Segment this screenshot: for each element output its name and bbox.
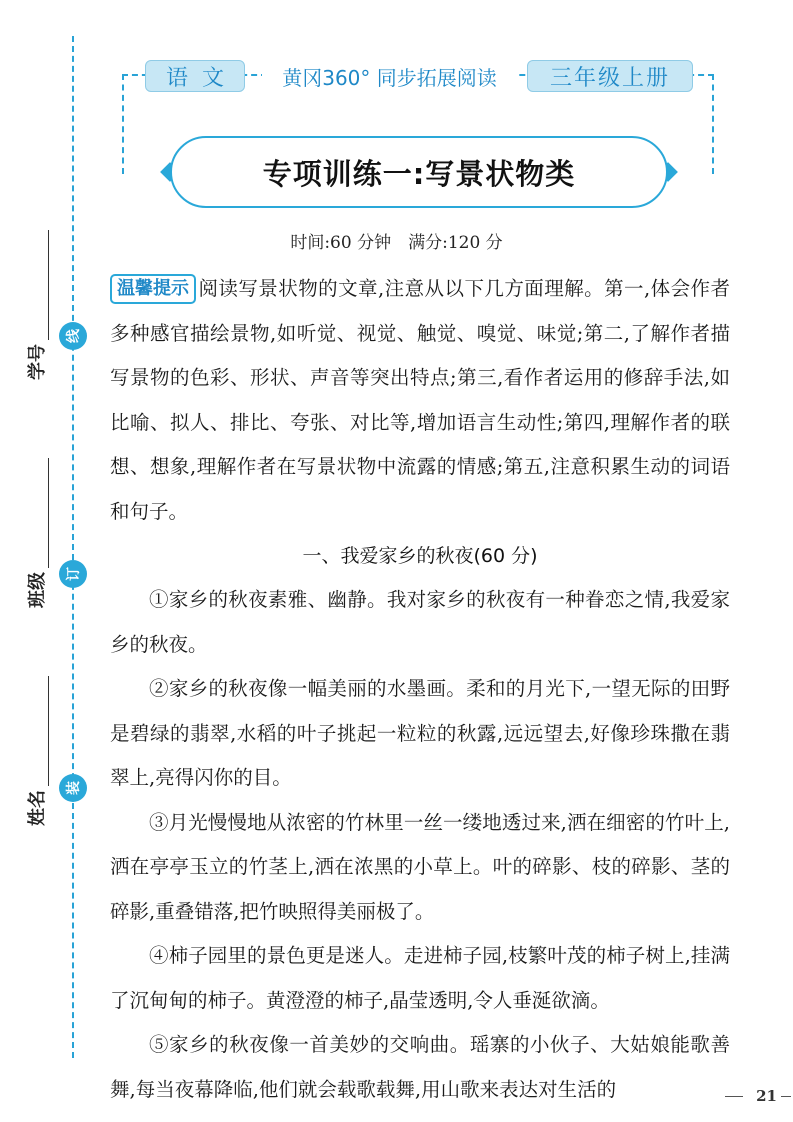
- class-label: 班级: [27, 572, 48, 608]
- series-name: 黄冈360° 同步拓展阅读: [262, 60, 517, 92]
- tip-badge: 温馨提示: [110, 274, 196, 304]
- student-id-label: 学号: [27, 344, 48, 380]
- passage-paragraph-4: ④柿子园里的景色更是迷人。走进柿子园,枝繁叶茂的柿子树上,挂满了沉甸甸的柿子。黄澄澄的柿子,晶莹透明,令人垂涎欲滴。: [110, 944, 730, 1012]
- binding-mark-zhuang: 装: [59, 774, 87, 802]
- tip-paragraph: [110, 267, 730, 534]
- passage-paragraph-3: ③月光慢慢地从浓密的竹林里一丝一缕地透过来,洒在细密的竹叶上,洒在亭亭玉立的竹茎上,洒在浓黑的小草上。叶的碎影、枝的碎影、茎的碎影,重叠错落,把竹映照得美丽极了。: [110, 810, 730, 923]
- passage-paragraph-2: ②家乡的秋夜像一幅美丽的水墨画。柔和的月光下,一望无际的田野是碧绿的翡翠,水稻的叶子挑起一粒粒的秋露,远远望去,好像珍珠撒在翡翠上,亮得闪你的目。: [110, 677, 730, 789]
- subject-pill: 语文: [145, 60, 245, 92]
- binding-mark-ding: 订: [59, 560, 87, 588]
- passage-paragraph-5: ⑤家乡的秋夜像一首美妙的交响曲。瑶寨的小伙子、大姑娘能歌善舞,每当夜幕降临,他们就会载歌载舞,用山歌来表达对生活的: [110, 1033, 730, 1101]
- binding-dashed-line: [72, 36, 74, 1058]
- class-blank[interactable]: [27, 458, 49, 568]
- time-and-score: 时间:60 分钟 满分:120 分: [290, 233, 503, 253]
- tip-text: 阅读写景状物的文章,注意从以下几方面理解。第一,体会作者多种感官描绘景物,如听觉、视觉、触觉、嗅觉、味觉;第二,了解作者描写景物的色彩、形状、声音等突出特点;第三,看作者运用的修辞手法,如比喻、拟人、排比、夸张、对比等,增加语言生动性;第四,理解作者的联想、想象,理解作者在写景状物中流露的情感;第五,注意积累生动的词语和句子。: [110, 277, 730, 523]
- name-field[interactable]: [14, 676, 54, 826]
- page-title: 专项训练一:写景状物类: [262, 156, 576, 191]
- main-content: [110, 267, 730, 1112]
- page-number: 21: [756, 1087, 777, 1105]
- page-number-dash-left: [725, 1096, 743, 1097]
- name-label: 姓名: [27, 790, 48, 826]
- class-field[interactable]: [14, 458, 54, 608]
- name-blank[interactable]: [27, 676, 49, 786]
- page-number-dash-right: [781, 1096, 791, 1097]
- passage-paragraph-1: ①家乡的秋夜素雅、幽静。我对家乡的秋夜有一种眷恋之情,我爱家乡的秋夜。: [110, 588, 730, 656]
- binding-mark-xian: 线: [59, 322, 87, 350]
- section-heading: 一、我爱家乡的秋夜(60 分): [302, 545, 538, 567]
- grade-pill: 三年级上册: [527, 60, 693, 92]
- page-title-box: [170, 136, 668, 208]
